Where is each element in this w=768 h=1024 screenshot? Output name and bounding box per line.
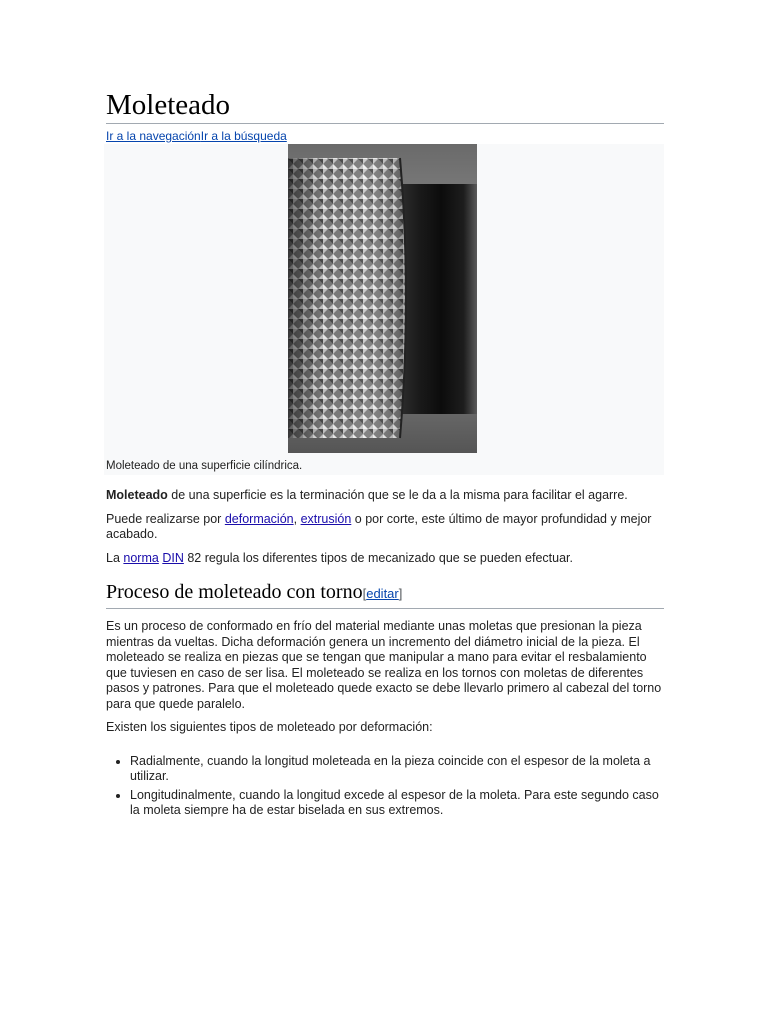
page-title: Moleteado bbox=[106, 88, 664, 124]
knurled-cylinder-photo[interactable] bbox=[288, 144, 477, 453]
knurled-cylinder-illustration bbox=[288, 144, 477, 453]
section-paragraph-1: Es un proceso de conformado en frío del material mediante unas moletas que presionan la pieza mientras da vueltas. Dicha deformación genera un incremento del diámetro inicial de la pieza. El moleteado se realiza en piezas que se tengan que manipular a mano para evitar el resbalamiento que tuviesen en caso de ser lisa. El moleteado se realiza en los tornos con moletas de diferentes pasos y patrones. Para que el moleteado quede exacto se debe llevarlo primero al cabezal del torno para que quede paralelo. bbox=[106, 619, 662, 711]
list-item: • Longitudinalmente, cuando la longitud excede al espesor de la moleta. Para este segundo caso la moleta siempre ha de estar biselada en sus extremos. bbox=[130, 788, 664, 819]
section-paragraph-2: Existen los siguientes tipos de moleteado por deformación: bbox=[106, 720, 433, 734]
article bbox=[106, 88, 664, 822]
edit-link[interactable]: editar bbox=[366, 586, 399, 601]
knurling-types-list bbox=[106, 754, 664, 819]
jump-links bbox=[106, 128, 664, 144]
intro-paragraph-3: La norma DIN 82 regula los diferentes tipos de mecanizado que se pueden efectuar. bbox=[106, 550, 573, 565]
jump-to-search-link[interactable]: Ir a la búsqueda bbox=[200, 129, 287, 143]
din-link[interactable]: DIN bbox=[162, 550, 184, 565]
edit-section: [editar] bbox=[362, 586, 403, 601]
figure-caption: Moleteado de una superficie cilíndrica. bbox=[106, 460, 303, 472]
intro-paragraph-1: Moleteado de una superficie es la terminación que se le da a la misma para facilitar el agarre. bbox=[106, 488, 628, 502]
norma-link[interactable]: norma bbox=[123, 550, 159, 565]
term-bold: Moleteado bbox=[106, 488, 168, 502]
figure bbox=[104, 144, 664, 475]
intro-paragraph-2: Puede realizarse por deformación, extrusión o por corte, este último de mayor profundidad y mejor acabado. bbox=[106, 511, 652, 541]
section-heading: Proceso de moleteado con torno[editar] bbox=[106, 580, 664, 609]
list-item: • Radialmente, cuando la longitud moleteada en la pieza coincide con el espesor de la moleta a utilizar. bbox=[130, 754, 664, 785]
deformacion-link[interactable]: deformación bbox=[224, 511, 294, 526]
jump-to-navigation-link[interactable]: Ir a la navegación bbox=[106, 129, 201, 143]
extrusion-link[interactable]: extrusión bbox=[300, 511, 352, 526]
